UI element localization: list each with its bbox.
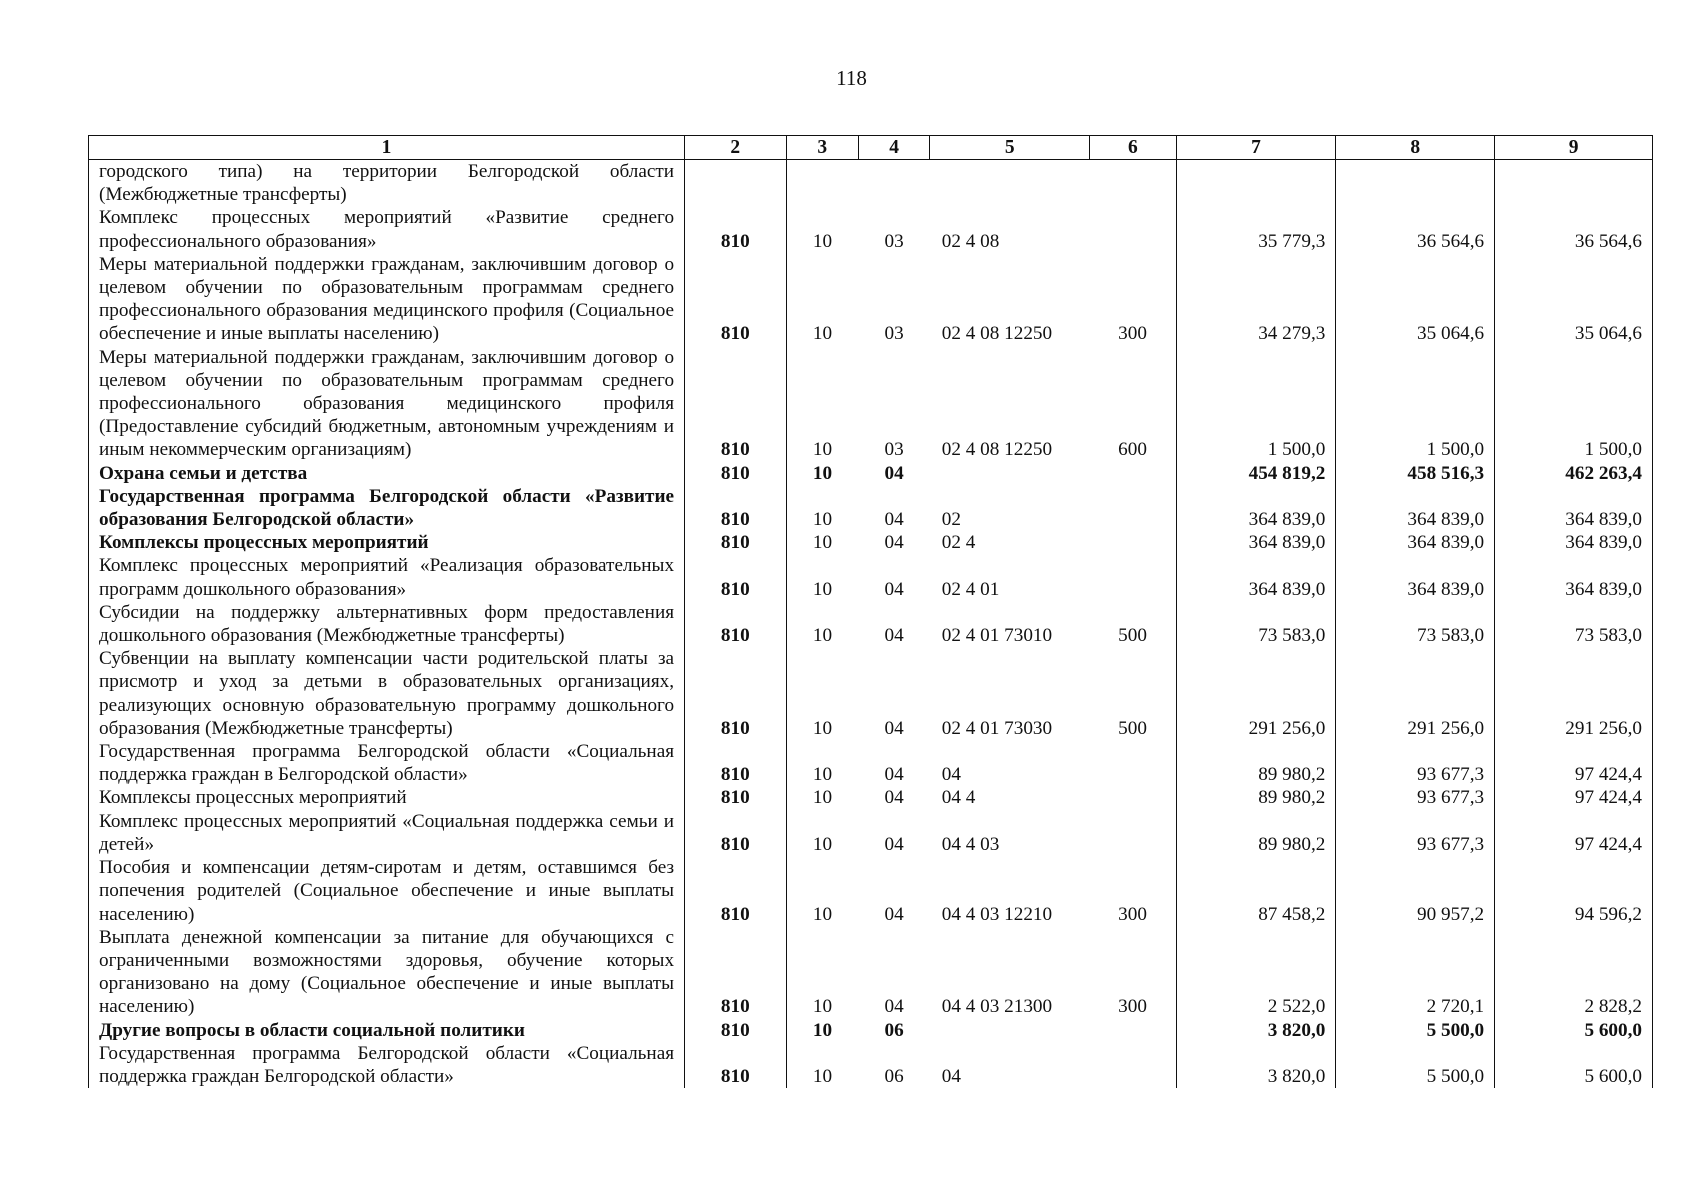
header-col-8: 8 (1336, 136, 1495, 160)
row-subsection-code: 04 (884, 578, 904, 600)
row-target-article: 02 4 08 (941, 230, 1000, 252)
header-col-2: 2 (685, 136, 787, 160)
row-target-article: 02 4 01 73030 (941, 717, 1053, 739)
row-name: Государственная программа Белгородской области «Социальная поддержка граждан Белгородской области» (89, 1042, 685, 1088)
row-grbs-code: 810 (685, 253, 787, 346)
row-expense-type (1090, 740, 1176, 786)
header-col-7: 7 (1176, 136, 1336, 160)
row-amount-year-3: 73 583,0 (1495, 601, 1653, 647)
table-row (89, 601, 1653, 647)
row-amount-year-2: 93 677,3 (1336, 786, 1495, 809)
row-name: Меры материальной поддержки гражданам, заключившим договор о целевом обучении по образовательным программам среднего профессионального образования медицинского профиля (Предоставление субсидий бюджетным, автономным учреждениям и иным некоммерческим организациям) (89, 346, 685, 462)
row-target-article: 02 4 08 12250 (941, 323, 1053, 345)
row-amount-year-1: 3 820,0 (1176, 1042, 1336, 1088)
row-amount-year-2: 364 839,0 (1336, 531, 1495, 554)
row-name: Государственная программа Белгородской области «Развитие образования Белгородской области» (89, 485, 685, 531)
row-section-code: 10 (812, 833, 833, 855)
row-name: Государственная программа Белгородской области «Социальная поддержка граждан в Белгородской области» (89, 740, 685, 786)
row-expense-type: 300 (1090, 253, 1176, 346)
row-amount-year-3: 1 500,0 (1495, 346, 1653, 462)
table-body (89, 160, 1653, 1089)
row-grbs-code: 810 (685, 1042, 787, 1088)
table-row (89, 647, 1653, 740)
row-amount-year-1: 364 839,0 (1176, 531, 1336, 554)
row-subsection-code: 04 (884, 764, 904, 786)
row-expense-type (1090, 485, 1176, 531)
row-amount-year-3: 5 600,0 (1495, 1042, 1653, 1088)
row-subsection-code: 04 (884, 833, 904, 855)
row-amount-year-3: 5 600,0 (1495, 1019, 1653, 1042)
row-amount-year-2: 458 516,3 (1336, 462, 1495, 485)
row-subsection-code: 03 (884, 230, 904, 252)
row-grbs-code: 810 (685, 601, 787, 647)
row-target-article: 04 4 03 12210 (941, 903, 1053, 925)
row-expense-type (1090, 1019, 1176, 1042)
table-row (89, 856, 1653, 926)
row-amount-year-3: 364 839,0 (1495, 531, 1653, 554)
row-name: Пособия и компенсации детям-сиротам и детям, оставшимся без попечения родителей (Социальное обеспечение и иные выплаты населению) (89, 856, 685, 926)
row-amount-year-2: 90 957,2 (1336, 856, 1495, 926)
row-amount-year-2 (1336, 160, 1495, 207)
row-subsection-code: 04 (884, 462, 904, 484)
row-amount-year-2: 36 564,6 (1336, 206, 1495, 252)
row-grbs-code (685, 160, 787, 207)
row-expense-type: 300 (1090, 856, 1176, 926)
row-grbs-code: 810 (685, 206, 787, 252)
header-row (89, 136, 1653, 160)
table-row (89, 206, 1653, 252)
row-section-code: 10 (812, 230, 833, 252)
row-expense-type (1090, 531, 1176, 554)
table-row (89, 810, 1653, 856)
row-expense-type (1090, 206, 1176, 252)
row-expense-type (1090, 554, 1176, 600)
row-section-code: 10 (812, 323, 833, 345)
row-subsection-code: 06 (884, 1019, 904, 1041)
row-amount-year-1: 35 779,3 (1176, 206, 1336, 252)
row-amount-year-1: 2 522,0 (1176, 926, 1336, 1019)
row-target-article: 02 4 01 73010 (941, 625, 1053, 647)
row-target-article: 02 4 08 12250 (941, 439, 1053, 461)
row-target-article: 04 4 (941, 787, 976, 809)
row-amount-year-3: 2 828,2 (1495, 926, 1653, 1019)
row-amount-year-1: 291 256,0 (1176, 647, 1336, 740)
row-amount-year-2: 93 677,3 (1336, 740, 1495, 786)
row-target-article: 04 (941, 764, 961, 786)
row-amount-year-2: 1 500,0 (1336, 346, 1495, 462)
row-grbs-code: 810 (685, 462, 787, 485)
row-amount-year-3: 97 424,4 (1495, 740, 1653, 786)
row-target-article: 02 4 (941, 532, 976, 554)
row-name: Комплекс процессных мероприятий «Реализация образовательных программ дошкольного образования» (89, 554, 685, 600)
row-subsection-code: 06 (884, 1065, 904, 1087)
row-expense-type: 600 (1090, 346, 1176, 462)
row-grbs-code: 810 (685, 485, 787, 531)
row-expense-type (1090, 1042, 1176, 1088)
row-target-article (930, 160, 1090, 207)
row-name: Комплекс процессных мероприятий «Развитие среднего профессионального образования» (89, 206, 685, 252)
row-amount-year-1: 89 980,2 (1176, 786, 1336, 809)
row-expense-type (1090, 786, 1176, 809)
row-amount-year-3 (1495, 160, 1653, 207)
row-grbs-code: 810 (685, 1019, 787, 1042)
row-amount-year-2: 73 583,0 (1336, 601, 1495, 647)
row-amount-year-1: 1 500,0 (1176, 346, 1336, 462)
row-target-article: 04 4 03 21300 (941, 996, 1053, 1018)
row-amount-year-1: 73 583,0 (1176, 601, 1336, 647)
row-amount-year-2: 364 839,0 (1336, 554, 1495, 600)
row-expense-type (1090, 810, 1176, 856)
header-col-6: 6 (1090, 136, 1176, 160)
header-col-5: 5 (930, 136, 1090, 160)
row-amount-year-3: 364 839,0 (1495, 554, 1653, 600)
row-amount-year-2: 364 839,0 (1336, 485, 1495, 531)
row-amount-year-1: 89 980,2 (1176, 740, 1336, 786)
row-subsection-code: 04 (884, 532, 904, 554)
row-target-article: 04 4 03 (941, 833, 1000, 855)
table-row (89, 531, 1653, 554)
table-row (89, 485, 1653, 531)
row-grbs-code: 810 (685, 926, 787, 1019)
row-name: Другие вопросы в области социальной политики (89, 1019, 685, 1042)
row-section-code: 10 (812, 509, 833, 531)
row-subsection-code: 04 (884, 509, 904, 531)
row-name: городского типа) на территории Белгородской области (Межбюджетные трансферты) (89, 160, 685, 207)
table-row (89, 1019, 1653, 1042)
row-amount-year-1: 89 980,2 (1176, 810, 1336, 856)
row-amount-year-3: 364 839,0 (1495, 485, 1653, 531)
table-row (89, 554, 1653, 600)
row-amount-year-3: 462 263,4 (1495, 462, 1653, 485)
row-subsection-code: 04 (884, 717, 904, 739)
row-name: Субсидии на поддержку альтернативных форм предоставления дошкольного образования (Межбюджетные трансферты) (89, 601, 685, 647)
header-col-1: 1 (89, 136, 685, 160)
row-expense-type: 500 (1090, 647, 1176, 740)
header-col-3: 3 (786, 136, 858, 160)
row-section-code (786, 160, 858, 207)
row-amount-year-3: 97 424,4 (1495, 786, 1653, 809)
table-row (89, 346, 1653, 462)
row-amount-year-2: 5 500,0 (1336, 1042, 1495, 1088)
row-name: Охрана семьи и детства (89, 462, 685, 485)
row-amount-year-1 (1176, 160, 1336, 207)
row-grbs-code: 810 (685, 786, 787, 809)
row-grbs-code: 810 (685, 346, 787, 462)
row-section-code: 10 (812, 462, 833, 484)
row-section-code: 10 (812, 625, 833, 647)
header-col-4: 4 (858, 136, 929, 160)
row-amount-year-3: 36 564,6 (1495, 206, 1653, 252)
row-section-code: 10 (812, 996, 833, 1018)
table-row (89, 926, 1653, 1019)
row-grbs-code: 810 (685, 554, 787, 600)
row-amount-year-1: 364 839,0 (1176, 485, 1336, 531)
row-expense-type (1090, 462, 1176, 485)
row-amount-year-3: 291 256,0 (1495, 647, 1653, 740)
row-grbs-code: 810 (685, 810, 787, 856)
row-subsection-code: 04 (884, 787, 904, 809)
row-amount-year-1: 454 819,2 (1176, 462, 1336, 485)
row-section-code: 10 (812, 717, 833, 739)
row-subsection-code: 03 (884, 439, 904, 461)
row-amount-year-2: 5 500,0 (1336, 1019, 1495, 1042)
row-name: Комплексы процессных мероприятий (89, 786, 685, 809)
row-target-article (930, 462, 1090, 485)
row-section-code: 10 (812, 578, 833, 600)
row-name: Комплекс процессных мероприятий «Социальная поддержка семьи и детей» (89, 810, 685, 856)
table-row (89, 253, 1653, 346)
header-col-9: 9 (1495, 136, 1653, 160)
row-section-code: 10 (812, 764, 833, 786)
row-grbs-code: 810 (685, 531, 787, 554)
row-grbs-code: 810 (685, 740, 787, 786)
row-section-code: 10 (812, 1019, 833, 1041)
row-amount-year-1: 87 458,2 (1176, 856, 1336, 926)
row-amount-year-1: 364 839,0 (1176, 554, 1336, 600)
row-amount-year-2: 291 256,0 (1336, 647, 1495, 740)
row-subsection-code (858, 160, 929, 207)
budget-table (88, 135, 1653, 1088)
row-name: Комплексы процессных мероприятий (89, 531, 685, 554)
table-row (89, 160, 1653, 207)
row-amount-year-2: 2 720,1 (1336, 926, 1495, 1019)
row-target-article: 02 (941, 509, 961, 531)
row-expense-type: 300 (1090, 926, 1176, 1019)
row-amount-year-2: 93 677,3 (1336, 810, 1495, 856)
row-name: Выплата денежной компенсации за питание для обучающихся с ограниченными возможностями здоровья, обучение которых организовано на дому (Социальное обеспечение и иные выплаты населению) (89, 926, 685, 1019)
row-amount-year-3: 35 064,6 (1495, 253, 1653, 346)
table-header (89, 136, 1653, 160)
row-section-code: 10 (812, 1065, 833, 1087)
row-grbs-code: 810 (685, 647, 787, 740)
row-expense-type (1090, 160, 1176, 207)
row-subsection-code: 04 (884, 903, 904, 925)
row-amount-year-2: 35 064,6 (1336, 253, 1495, 346)
row-amount-year-3: 97 424,4 (1495, 810, 1653, 856)
table-row (89, 740, 1653, 786)
row-section-code: 10 (812, 787, 833, 809)
row-grbs-code: 810 (685, 856, 787, 926)
row-amount-year-1: 34 279,3 (1176, 253, 1336, 346)
row-name: Меры материальной поддержки гражданам, заключившим договор о целевом обучении по образовательным программам среднего профессионального образования медицинского профиля (Социальное обеспечение и иные выплаты населению) (89, 253, 685, 346)
row-target-article (930, 1019, 1090, 1042)
row-section-code: 10 (812, 903, 833, 925)
page-number: 118 (836, 66, 867, 90)
table-row (89, 1042, 1653, 1088)
table-row (89, 786, 1653, 809)
table-row (89, 462, 1653, 485)
row-subsection-code: 04 (884, 996, 904, 1018)
row-subsection-code: 04 (884, 625, 904, 647)
row-subsection-code: 03 (884, 323, 904, 345)
row-target-article: 04 (941, 1065, 961, 1087)
row-section-code: 10 (812, 532, 833, 554)
row-name: Субвенции на выплату компенсации части родительской платы за присмотр и уход за детьми в образовательных организациях, реализующих основную образовательную программу дошкольного образования (Межбюджетные трансферты) (89, 647, 685, 740)
row-target-article: 02 4 01 (941, 578, 1000, 600)
row-amount-year-1: 3 820,0 (1176, 1019, 1336, 1042)
row-expense-type: 500 (1090, 601, 1176, 647)
row-amount-year-3: 94 596,2 (1495, 856, 1653, 926)
row-section-code: 10 (812, 439, 833, 461)
